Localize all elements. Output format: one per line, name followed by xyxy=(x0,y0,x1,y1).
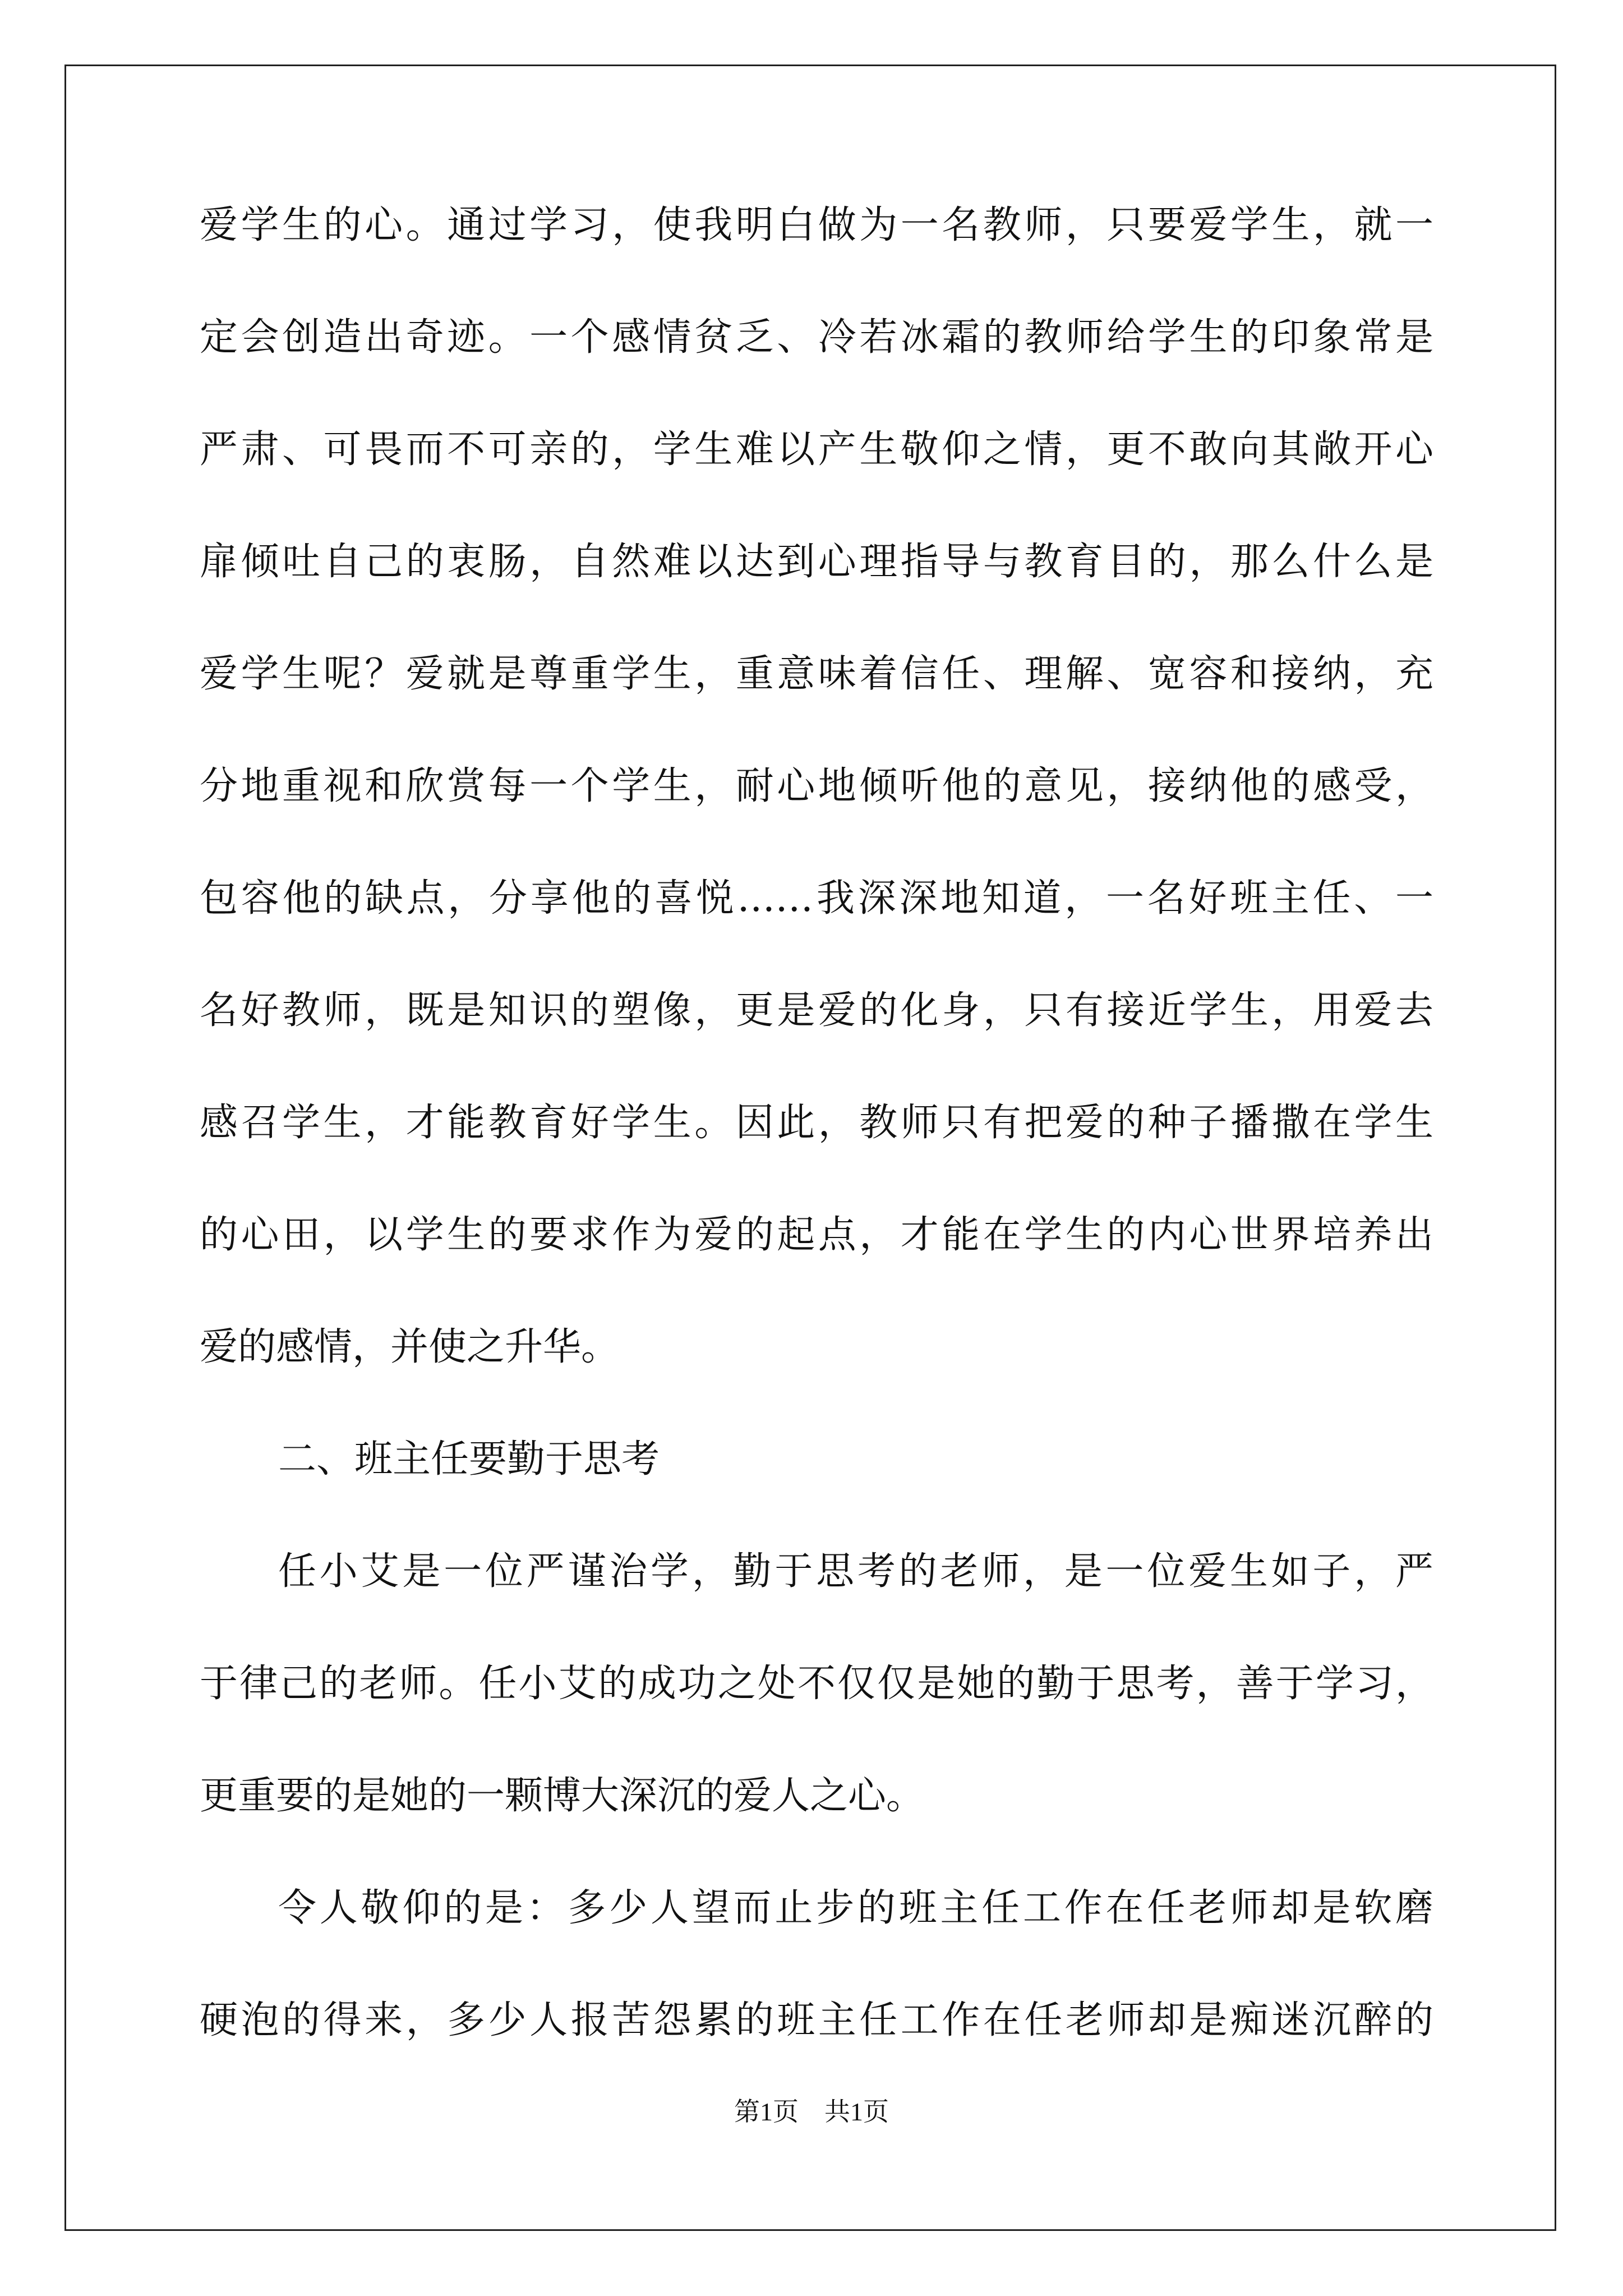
text-line: 爱学生呢？爱就是尊重学生，重意味着信任、理解、宽容和接纳，充 xyxy=(200,652,1433,696)
text-line: 扉倾吐自己的衷肠，自然难以达到心理指导与教育目的，那么什么是 xyxy=(200,540,1433,584)
page-number-footer: 第1页 共1页 xyxy=(734,2097,889,2126)
text-line: 任小艾是一位严谨治学，勤于思考的老师，是一位爱生如子，严 xyxy=(278,1549,1433,1594)
text-line: 名好教师，既是知识的塑像，更是爱的化身，只有接近学生，用爱去 xyxy=(200,988,1433,1033)
text-line: 更重要的是她的一颗博大深沉的爱人之心。 xyxy=(200,1774,925,1818)
text-line: 令人敬仰的是：多少人望而止步的班主任工作在任老师却是软磨 xyxy=(278,1886,1433,1930)
text-line: 感召学生，才能教育好学生。因此，教师只有把爱的种子播撒在学生 xyxy=(200,1101,1433,1145)
text-line: 爱的感情，并使之升华。 xyxy=(200,1325,620,1369)
text-line: 严肃、可畏而不可亲的，学生难以产生敬仰之情，更不敢向其敞开心 xyxy=(200,427,1433,472)
text-line: 定会创造出奇迹。一个感情贫乏、冷若冰霜的教师给学生的印象常是 xyxy=(200,315,1433,360)
text-line: 分地重视和欣赏每一个学生，耐心地倾听他的意见，接纳他的感受， xyxy=(200,764,1433,808)
text-line: 的心田，以学生的要求作为爱的起点，才能在学生的内心世界培养出 xyxy=(200,1213,1433,1257)
text-line: 爱学生的心。通过学习，使我明白做为一名教师，只要爱学生，就一 xyxy=(200,203,1433,247)
text-line: 于律己的老师。任小艾的成功之处不仅仅是她的勤于思考，善于学习， xyxy=(200,1662,1433,1706)
text-line: 包容他的缺点，分享他的喜悦……我深深地知道，一名好班主任、一 xyxy=(200,876,1433,921)
text-line: 硬泡的得来，多少人报苦怨累的班主任工作在任老师却是痴迷沉醉的 xyxy=(200,1998,1433,2042)
section-heading: 二、班主任要勤于思考 xyxy=(278,1437,660,1481)
